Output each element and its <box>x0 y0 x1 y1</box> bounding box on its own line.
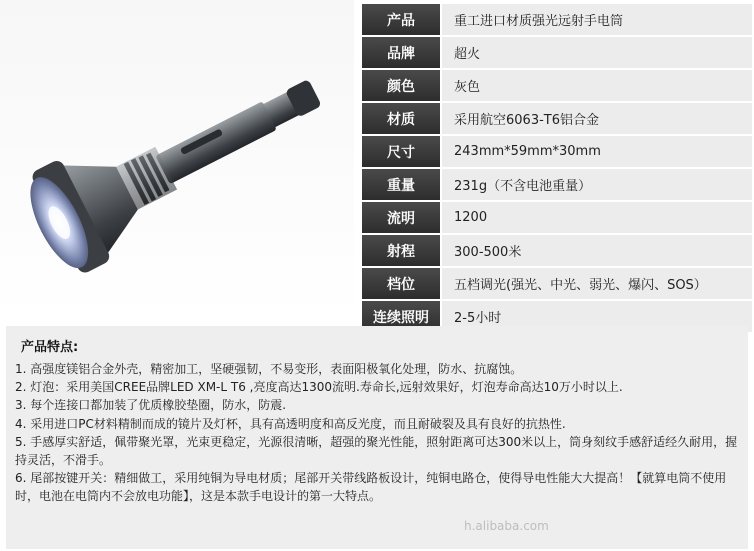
spec-value: 243mm*59mm*30mm <box>442 136 752 167</box>
spec-row-brand <box>362 37 752 68</box>
spec-value: 1200 <box>442 202 752 233</box>
spec-row-product <box>362 4 752 35</box>
spec-value: 300-500米 <box>442 235 752 266</box>
spec-value: 231g（不含电池重量） <box>442 169 752 200</box>
spec-value: 灰色 <box>442 70 752 101</box>
spec-label: 材质 <box>362 103 440 134</box>
spec-value: 重工进口材质强光远射手电筒 <box>442 4 752 35</box>
flashlight-image <box>0 0 354 322</box>
feature-item: 5. 手感厚实舒适，佩带聚光罩，光束更稳定，光源很清晰，超强的聚光性能，照射距离可达300米以上，筒身刻纹手感舒适经久耐用，握持灵活，不滑手。 <box>15 434 738 468</box>
spec-label: 档位 <box>362 268 440 299</box>
spec-label: 颜色 <box>362 70 440 101</box>
spec-row-size <box>362 136 752 167</box>
spec-value: 超火 <box>442 37 752 68</box>
features-title: 产品特点: <box>21 340 79 355</box>
spec-label: 射程 <box>362 235 440 266</box>
spec-value: 采用航空6063-T6铝合金 <box>442 103 752 134</box>
features-panel <box>6 326 748 549</box>
spec-value: 五档调光(强光、中光、弱光、爆闪、SOS） <box>442 268 752 299</box>
watermark: h.alibaba.com <box>464 519 549 533</box>
flashlight-icon <box>0 0 354 322</box>
spec-label: 品牌 <box>362 37 440 68</box>
spec-row-material <box>362 103 752 134</box>
feature-item: 4. 采用进口PC材料精制而成的镜片及灯杯，具有高透明度和高反光度，而且耐破裂及具有良好的抗热性. <box>15 416 566 431</box>
spec-label: 尺寸 <box>362 136 440 167</box>
spec-label: 流明 <box>362 202 440 233</box>
spec-label: 连续照明 <box>362 301 440 332</box>
spec-row-range <box>362 235 752 266</box>
spec-row-modes <box>362 268 752 299</box>
feature-item: 3. 每个连接口都加装了优质橡胶垫圈，防水，防震. <box>15 398 287 413</box>
spec-label: 重量 <box>362 169 440 200</box>
spec-row-weight <box>362 169 752 200</box>
feature-item: 6. 尾部按键开关：精细做工，采用纯铜为导电材质；尾部开关带线路板设计，纯铜电路仓，使得导电性能大大提高！【就算电筒不使用时，电池在电筒内不会放电功能】，这是本款手电设计的第一大特点。 <box>15 471 727 504</box>
feature-item: 2. 灯泡：采用美国CREE品牌LED XM-L T6 ,亮度高达1300流明.寿命长,远射效果好，灯泡寿命高达10万小时以上. <box>15 380 623 395</box>
spec-label: 产品 <box>362 4 440 35</box>
spec-table <box>362 4 752 334</box>
spec-value: 2-5小时 <box>442 301 752 332</box>
feature-item: 1. 高强度镁铝合金外壳，精密加工，坚硬强韧，不易变形，表面阳极氧化处理，防水、抗腐蚀。 <box>15 362 523 376</box>
spec-row-lumen <box>362 202 752 233</box>
spec-row-color <box>362 70 752 101</box>
